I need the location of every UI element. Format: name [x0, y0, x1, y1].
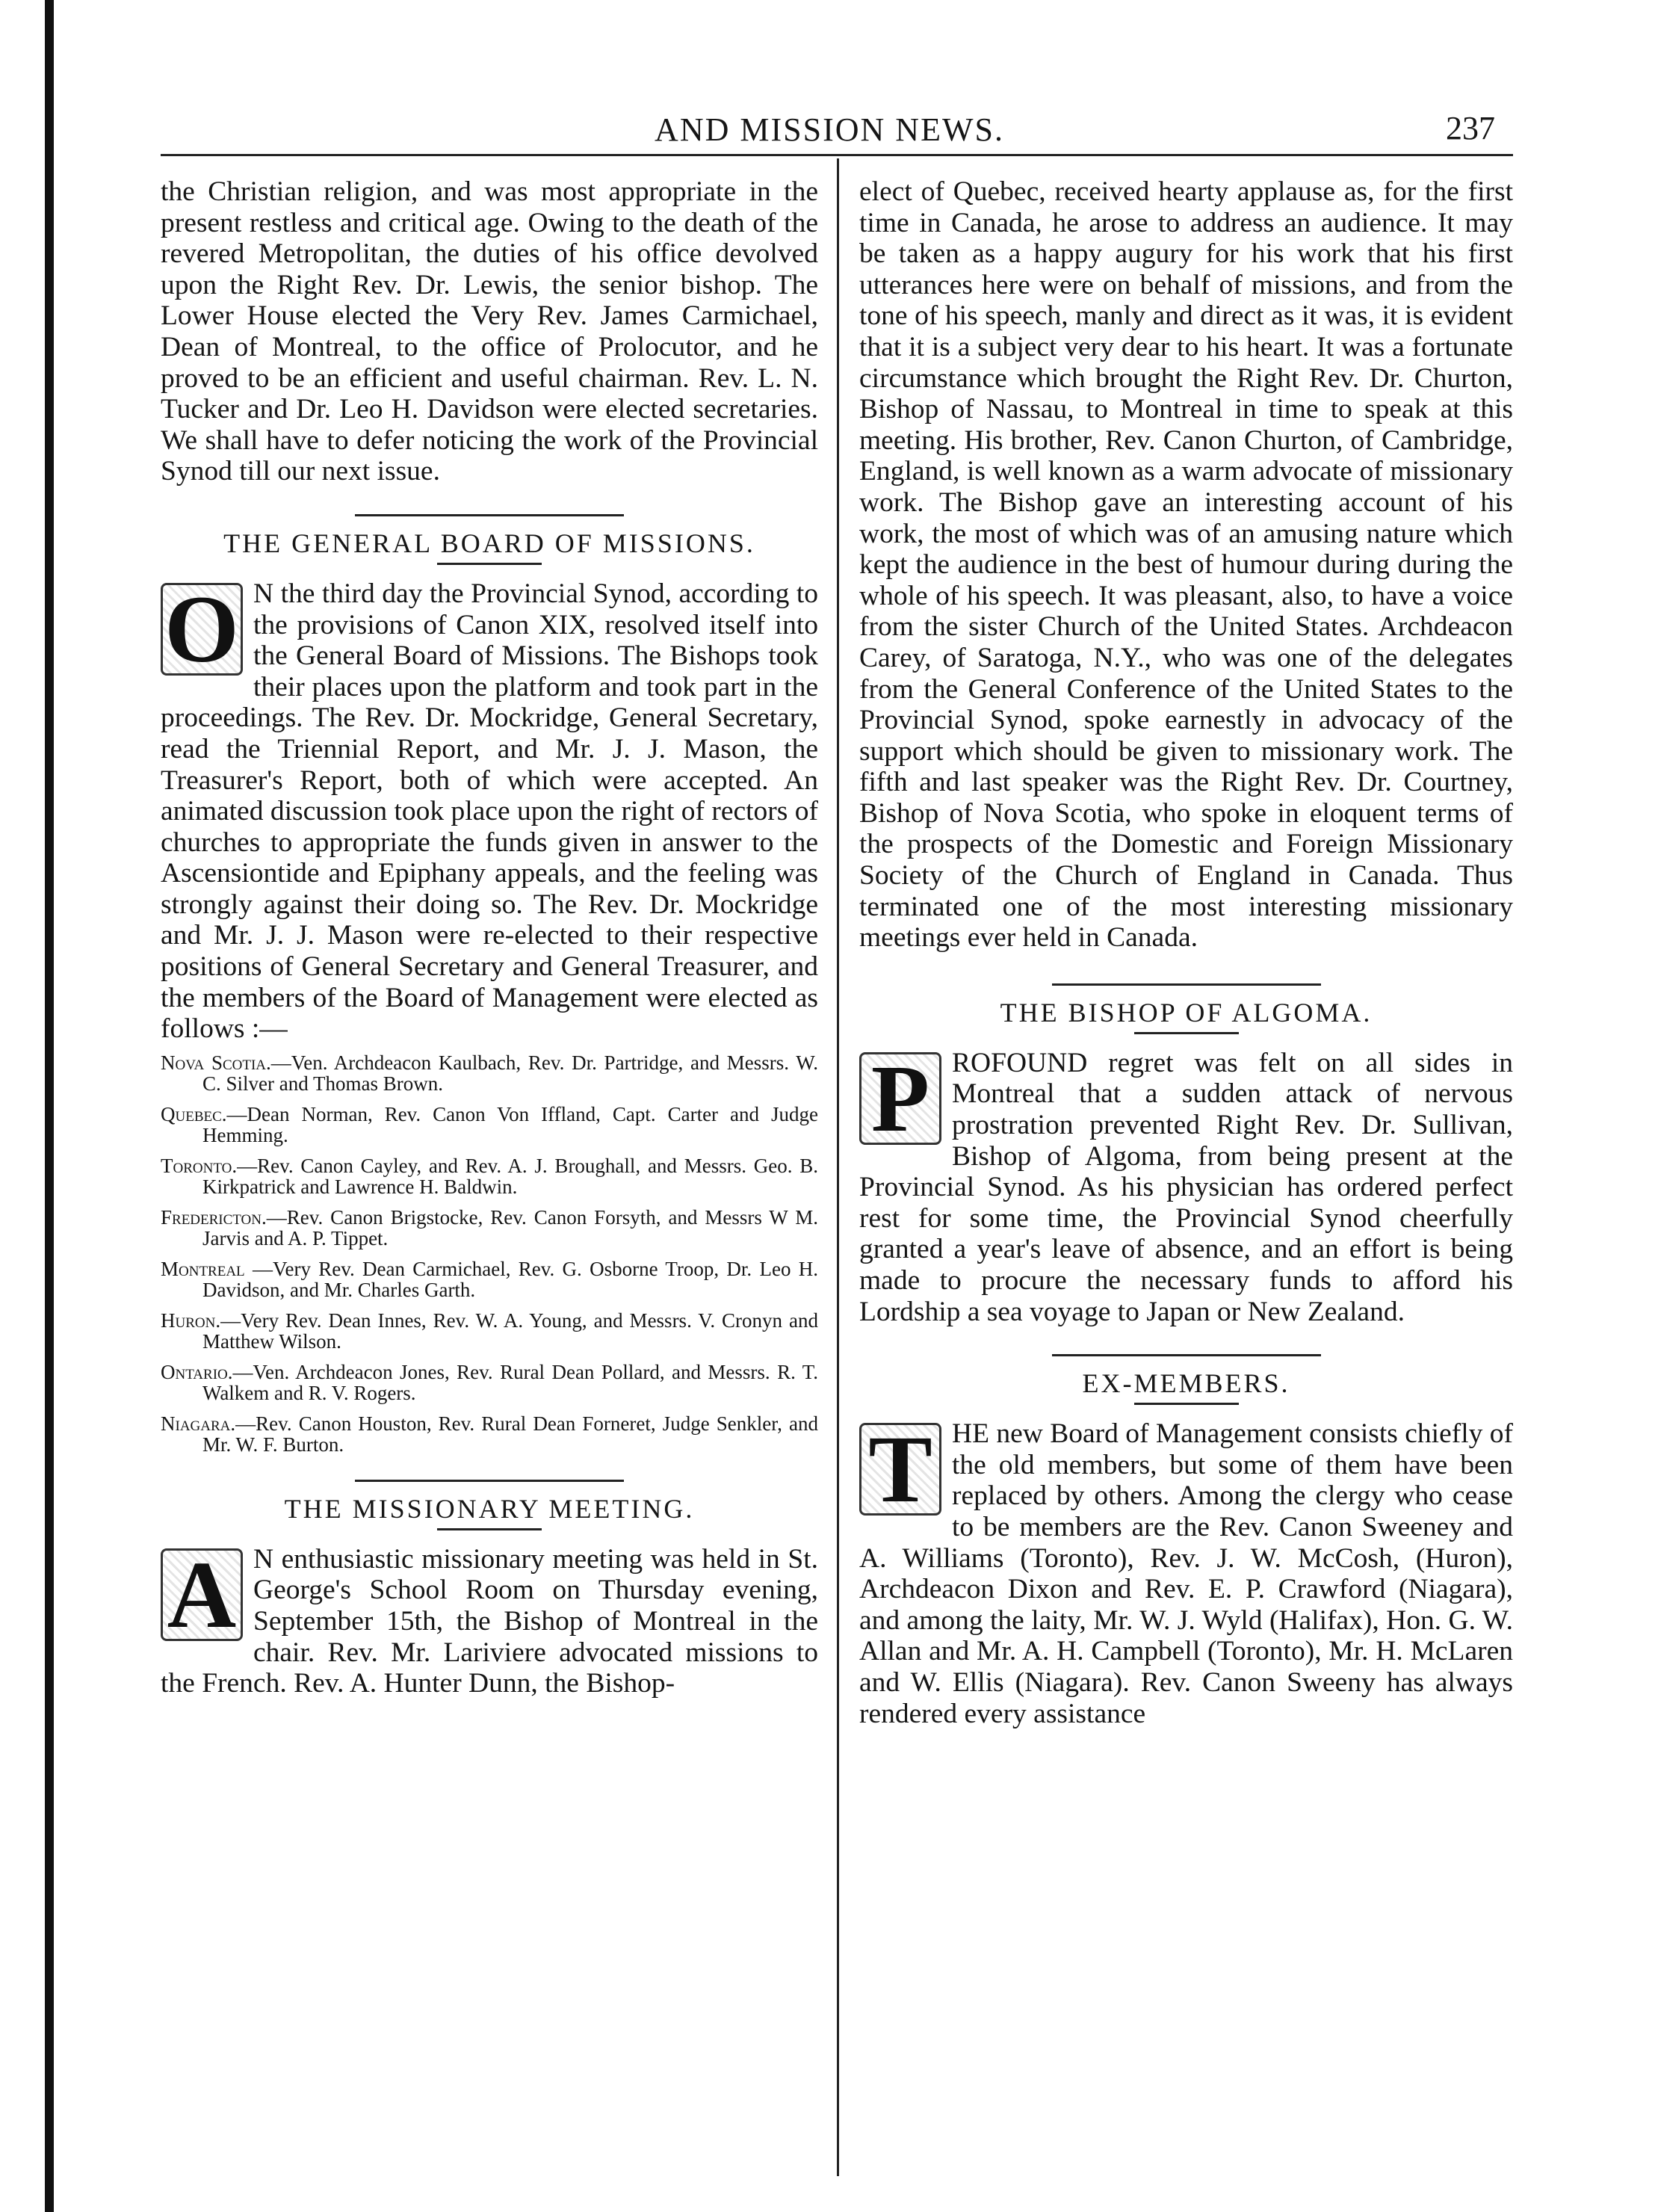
header-rule	[161, 154, 1513, 156]
member-names: —Rev. Canon Cayley, and Rev. A. J. Broughall, and Messrs. Geo. B. Kirkpatrick and Lawrence H. Baldwin.	[202, 1154, 818, 1199]
dropcap-o: O	[161, 583, 243, 676]
bishop-algoma-paragraph: ROFOUND regret was felt on all sides in Montreal that a sudden attack of nervous prostration prevented Right Rev. Dr. Sullivan, Bishop of Algoma, from being present at the Provincial Synod. As his physician has ordered perfect rest for some time, the Provincial Synod cheerfully granted a year's leave of absence, and an effort is being made to procure the necessary funds to afford his Lordship a sea voyage to Japan or New Zealand.	[859, 1047, 1513, 1327]
section-rule	[1052, 1354, 1321, 1356]
board-members-list	[161, 1052, 818, 1456]
left-column	[161, 176, 818, 1699]
title-underline	[1134, 1032, 1239, 1034]
page-edge-bar	[45, 0, 54, 2212]
title-underline	[437, 563, 542, 565]
diocese-name: Montreal	[161, 1257, 245, 1280]
member-names: —Rev. Canon Brigstocke, Rev. Canon Forsyth, and Messrs W M. Jarvis and A. P. Tippet.	[202, 1205, 818, 1250]
dropcap-t: T	[859, 1423, 941, 1516]
diocese-name: Toronto.	[161, 1154, 238, 1177]
missionary-meeting-continued: elect of Quebec, received hearty applause as, for the first time in Canada, he arose to address an audience. It may be taken as a happy augury for his work that his first utterances here were on behalf of missions, and from the tone of his speech, manly and direct as it was, it is evident that it is a subject very dear to his heart. It was a fortunate circumstance which brought the Right Rev. Dr. Churton, Bishop of Nassau, to Montreal in time to speak at this meeting. His brother, Rev. Canon Churton, of Cambridge, England, is well known as a warm advocate of missionary work. The Bishop gave an interesting account of his work, the most of which was of an amusing nature which kept the audience in the best of humour during during the whole of his speech. It was pleasant, also, to have a voice from the sister Church of the United States. Archdeacon Carey, of Saratoga, N.Y., who was one of the delegates from the General Conference of the United States to the Provincial Synod, spoke earnestly in advocacy of the support which should be given to missionary work. The fifth and last speaker was the Right Rev. Dr. Courtney, Bishop of Nova Scotia, who spoke in eloquent terms of the prospects of the Domestic and Foreign Missionary Society of the Church of England in Canada. Thus terminated one of the most interesting missionary meetings ever held in Canada.	[859, 176, 1513, 954]
list-item	[161, 1413, 818, 1456]
diocese-name: Fredericton.	[161, 1205, 267, 1229]
member-names: —Ven. Archdeacon Jones, Rev. Rural Dean Pollard, and Messrs. R. T. Walkem and R. V. Rogers.	[202, 1360, 818, 1405]
intro-paragraph: the Christian religion, and was most appropriate in the present restless and critical age. Owing to the death of the revered Metropolitan, the duties of his office devolved upon the Right Rev. Dr. Lewis, the senior bishop. The Lower House elected the Very Rev. James Carmichael, Dean of Montreal, to the office of Prolocutor, and he proved to be an efficient and useful chairman. Rev. L. N. Tucker and Dr. Leo H. Davidson were elected secretaries. We shall have to defer noticing the work of the Provincial Synod till our next issue.	[161, 176, 818, 487]
section-title-missionary-meeting: THE MISSIONARY MEETING.	[284, 1493, 695, 1524]
right-column	[859, 176, 1513, 1729]
diocese-name: Niagara.	[161, 1412, 236, 1435]
running-head: AND MISSION NEWS.	[655, 111, 1004, 148]
list-item	[161, 1052, 818, 1095]
dropcap-p: P	[859, 1052, 941, 1145]
page-number: 237	[1446, 110, 1495, 146]
member-names: —Ven. Archdeacon Kaulbach, Rev. Dr. Partridge, and Messrs. W. C. Silver and Thomas Brown.	[202, 1051, 818, 1096]
diocese-name: Quebec.	[161, 1102, 227, 1125]
member-names: —Very Rev. Dean Carmichael, Rev. G. Osborne Troop, Dr. Leo H. Davidson, and Mr. Charles Garth.	[202, 1257, 818, 1302]
list-item	[161, 1104, 818, 1146]
member-names: —Dean Norman, Rev. Canon Von Iffland, Capt. Carter and Judge Hemming.	[202, 1102, 818, 1147]
ex-members-paragraph: HE new Board of Management consists chiefly of the old members, but some of them have been replaced by others. Among the clergy who cease to be members are the Rev. Canon Sweeney and A. Williams (Toronto), Rev. J. W. McCosh, (Huron), Archdeacon Dixon and Rev. E. P. Crawford (Niagara), and among the laity, Mr. W. J. Wyld (Halifax), Hon. G. W. Allan and Mr. A. H. Campbell (Toronto), Mr. H. McLaren and W. Ellis (Niagara). Rev. Canon Sweeny has always rendered every assistance	[859, 1418, 1513, 1729]
diocese-name: Nova Scotia.	[161, 1051, 271, 1074]
diocese-name: Huron.	[161, 1309, 221, 1332]
dropcap-a: A	[161, 1548, 243, 1641]
list-item	[161, 1155, 818, 1198]
section-title-ex-members: EX-MEMBERS.	[1082, 1368, 1290, 1399]
section-title-general-board: THE GENERAL BOARD OF MISSIONS.	[223, 528, 755, 558]
diocese-name: Ontario.	[161, 1360, 233, 1383]
list-item	[161, 1310, 818, 1353]
section-rule	[355, 1480, 624, 1482]
list-item	[161, 1258, 818, 1301]
section-rule	[1052, 983, 1321, 986]
general-board-paragraph: N the third day the Provincial Synod, according to the provisions of Canon XIX, resolved itself into the General Board of Missions. The Bishops took their places upon the platform and took part in the proceedings. The Rev. Dr. Mockridge, General Secretary, read the Triennial Report, and Mr. J. J. Mason, the Treasurer's Report, both of which were accepted. An animated discussion took place upon the right of rectors of churches to appropriate the funds given in answer to the Ascensiontide and Epiphany appeals, and the feeling was strongly against their doing so. The Rev. Dr. Mockridge and Mr. J. J. Mason were re-elected to their respective positions of General Secretary and General Treasurer, and the members of the Board of Management were elected as follows :—	[161, 578, 818, 1045]
section-title-bishop-algoma: THE BISHOP OF ALGOMA.	[1000, 997, 1373, 1028]
title-underline	[1134, 1403, 1239, 1405]
list-item	[161, 1362, 818, 1404]
member-names: —Rev. Canon Houston, Rev. Rural Dean Forneret, Judge Senkler, and Mr. W. F. Burton.	[202, 1412, 818, 1456]
section-rule	[355, 514, 624, 516]
member-names: —Very Rev. Dean Innes, Rev. W. A. Young, and Messrs. V. Cronyn and Matthew Wilson.	[202, 1309, 818, 1353]
missionary-meeting-paragraph: N enthusiastic missionary meeting was held in St. George's School Room on Thursday evening, September 15th, the Bishop of Montreal in the chair. Rev. Mr. Lariviere advocated missions to the French. Rev. A. Hunter Dunn, the Bishop-	[161, 1543, 818, 1699]
column-rule	[837, 158, 839, 2176]
title-underline	[437, 1528, 542, 1530]
list-item	[161, 1207, 818, 1249]
